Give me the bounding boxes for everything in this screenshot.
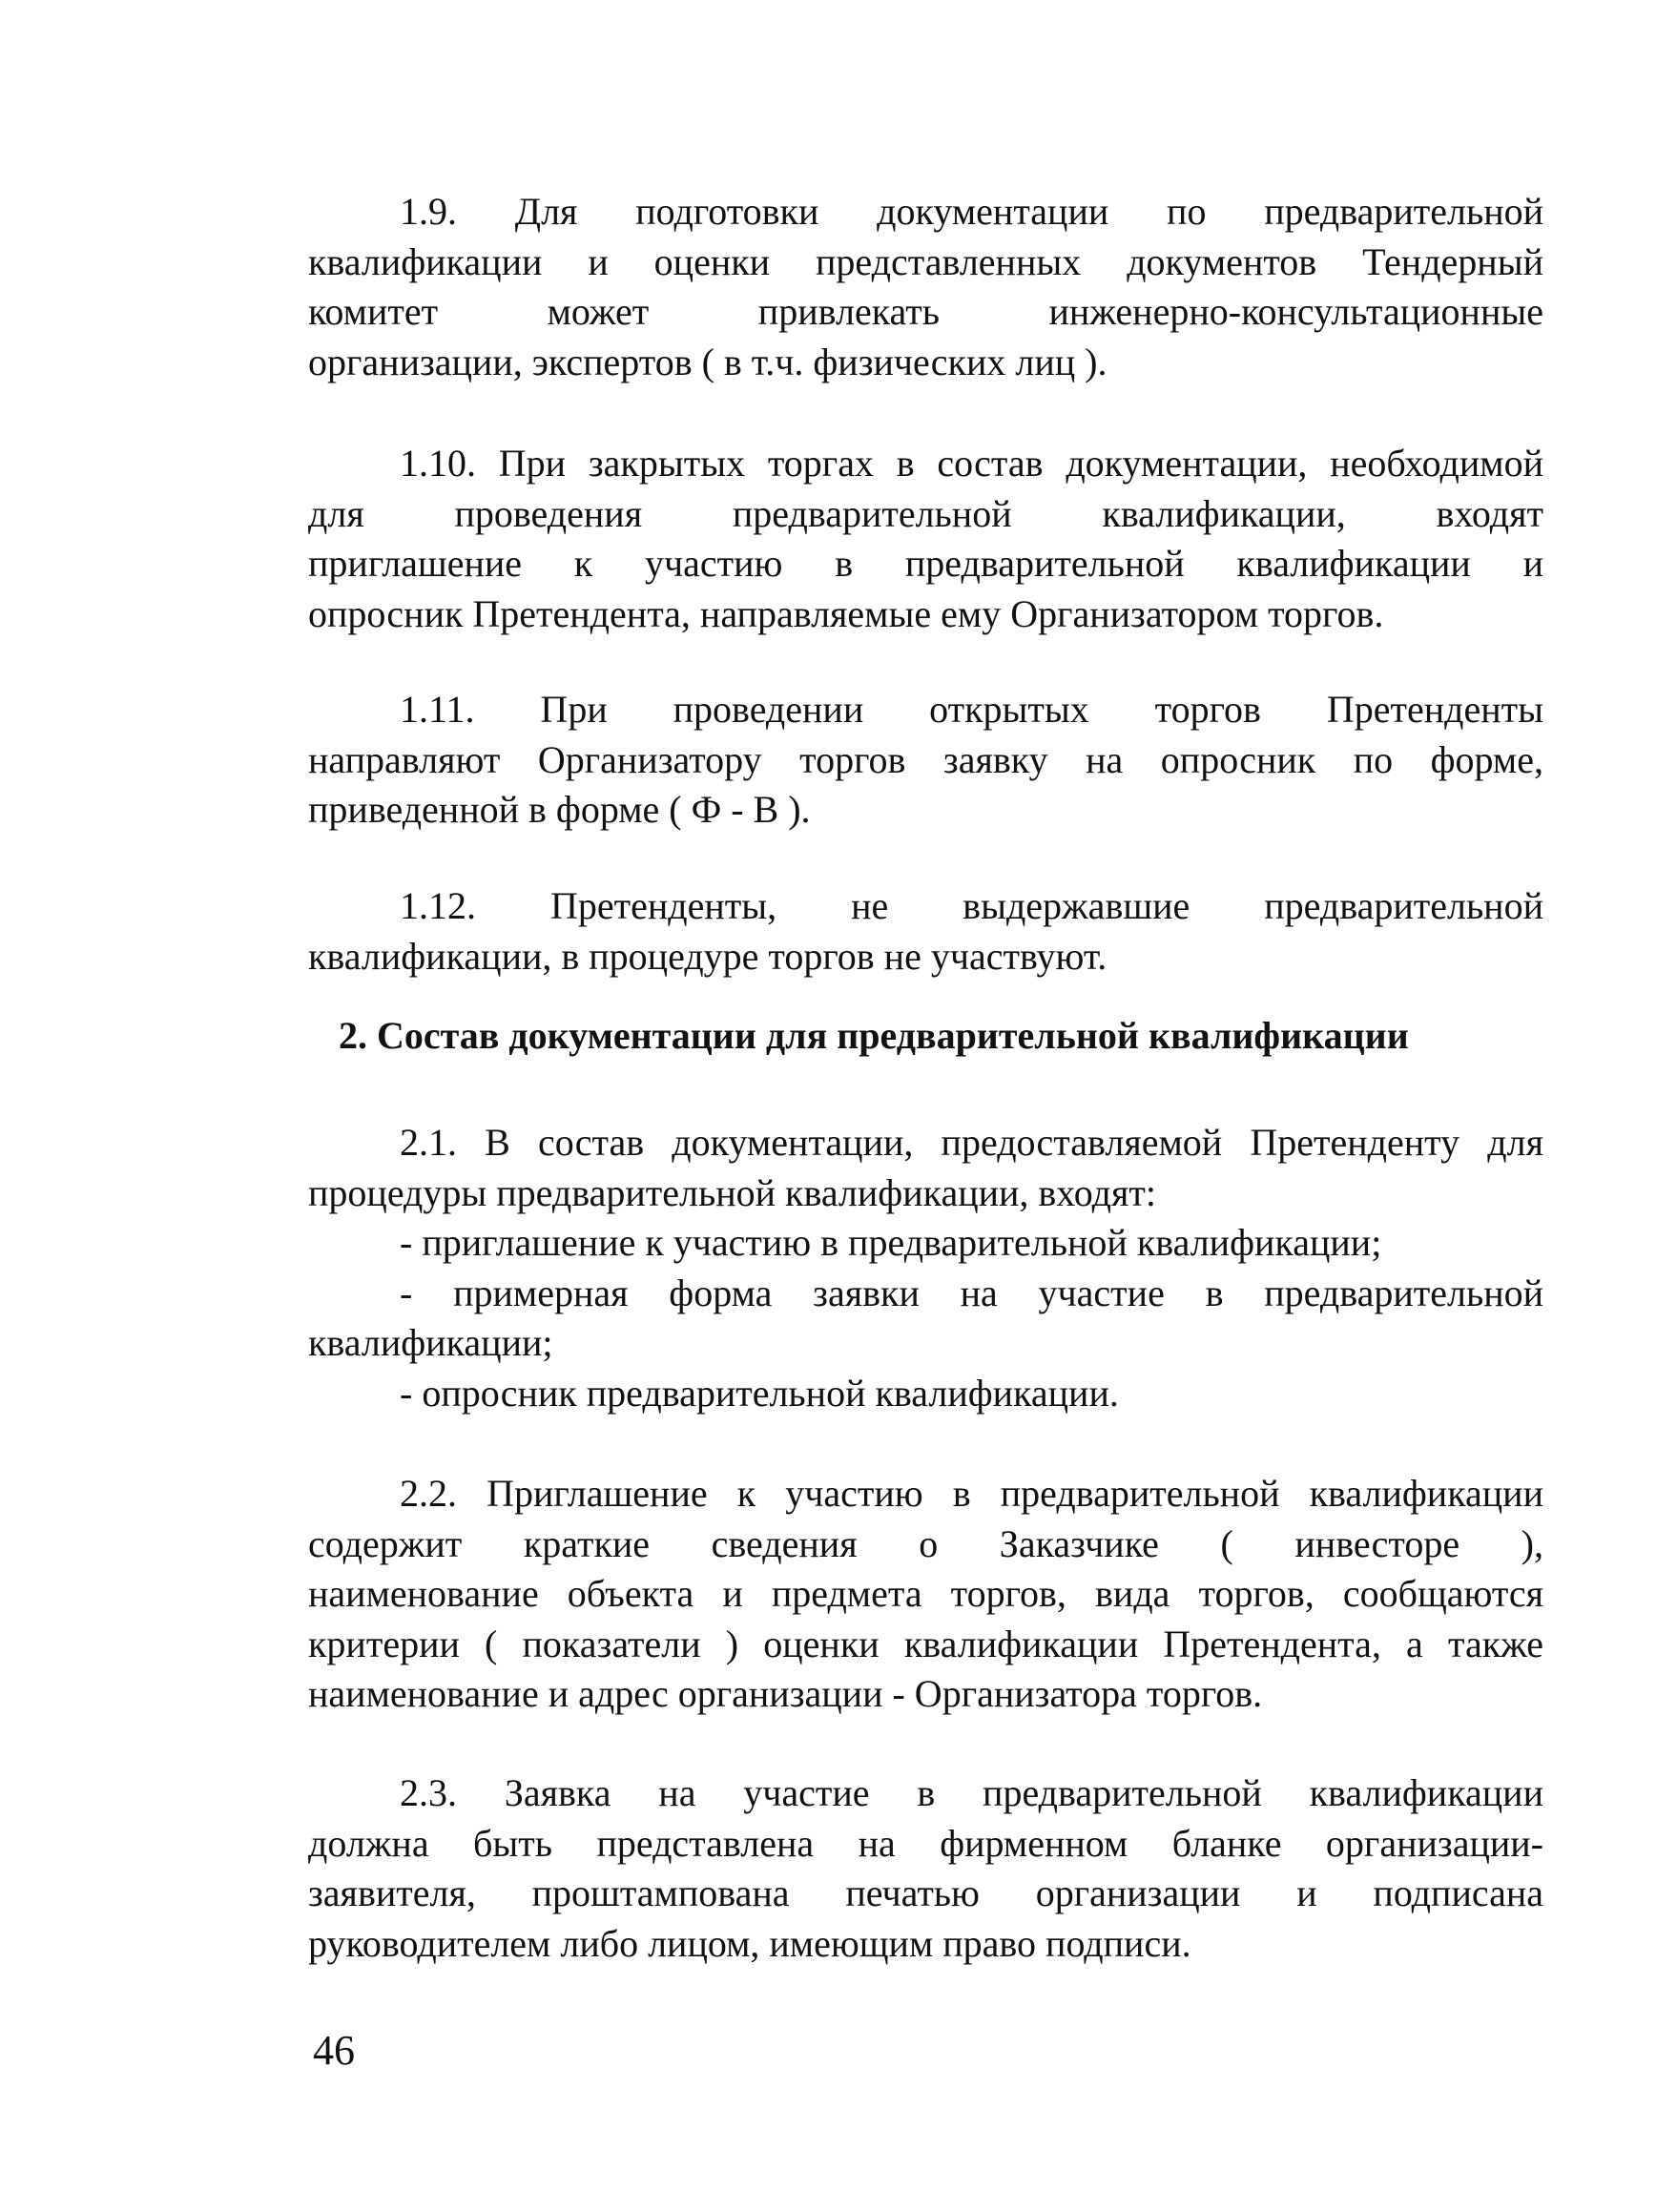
paragraph-line: квалификации, в процедуре торгов не участвуют. [308,934,1107,978]
paragraph-1-10 [308,439,1543,639]
section-2-heading: 2. Состав документации для предварительной квалификации [339,1014,1409,1057]
paragraph-line: содержит краткие сведения о Заказчике ( инвесторе ), [308,1521,1543,1565]
paragraph-1-9 [308,187,1543,387]
paragraph-line: критерии ( показатели ) оценки квалификации Претендента, а также [308,1622,1543,1665]
paragraph-line: 1.11. При проведении открытых торгов Претенденты [400,688,1543,731]
paragraph-line: 1.9. Для подготовки документации по предварительной [400,190,1543,233]
paragraph-line: наименование объекта и предмета торгов, вида торгов, сообщаются [308,1572,1543,1615]
paragraph-1-12 [308,881,1543,982]
paragraph-2-2 [308,1469,1543,1720]
paragraph-line: 2.3. Заявка на участие в предварительной квалификации [400,1771,1543,1814]
list-item: - опросник предварительной квалификации. [400,1371,1119,1415]
paragraph-line: квалификации; [308,1321,553,1364]
paragraph-line: 1.10. При закрытых торгах в состав документации, необходимой [400,442,1543,485]
list-item: - приглашение к участию в предварительной квалификации; [400,1221,1382,1264]
paragraph-line: приведенной в форме ( Ф - В ). [308,788,811,831]
paragraph-1-11 [308,685,1543,836]
paragraph-line: должна быть представлена на фирменном бланке организации- [308,1821,1543,1865]
paragraph-line: приглашение к участию в предварительной квалификации и [308,542,1543,585]
paragraph-line: 2.2. Приглашение к участию в предварительной квалификации [400,1472,1543,1515]
paragraph-line: процедуры предварительной квалификации, входят: [308,1170,1156,1214]
page-number: 46 [313,2027,355,2074]
paragraph-line: опросник Претендента, направляемые ему Организатором торгов. [308,591,1384,635]
paragraph-line: квалификации и оценки представленных документов Тендерный [308,239,1543,283]
paragraph-line: заявителя, проштампована печатью организации и подписана [308,1871,1543,1914]
paragraph-line: 2.1. В состав документации, предоставляемой Претенденту для [400,1121,1543,1164]
list-item: - примерная форма заявки на участие в предварительной [400,1271,1543,1314]
paragraph-line: наименование и адрес организации - Организатора торгов. [308,1672,1263,1715]
paragraph-line: направляют Организатору торгов заявку на опросник по форме, [308,737,1543,781]
paragraph-line: 1.12. Претенденты, не выдержавшие предварительной [400,884,1543,927]
paragraph-line: комитет может привлекать инженерно-консультационные [308,290,1543,333]
paragraph-2-1 [308,1118,1543,1418]
paragraph-line: для проведения предварительной квалификации, входят [308,491,1543,535]
paragraph-line: руководителем либо лицом, имеющим право подписи. [308,1921,1191,1965]
paragraph-2-3 [308,1768,1543,1969]
paragraph-line: организации, экспертов ( в т.ч. физических лиц ). [308,340,1107,383]
